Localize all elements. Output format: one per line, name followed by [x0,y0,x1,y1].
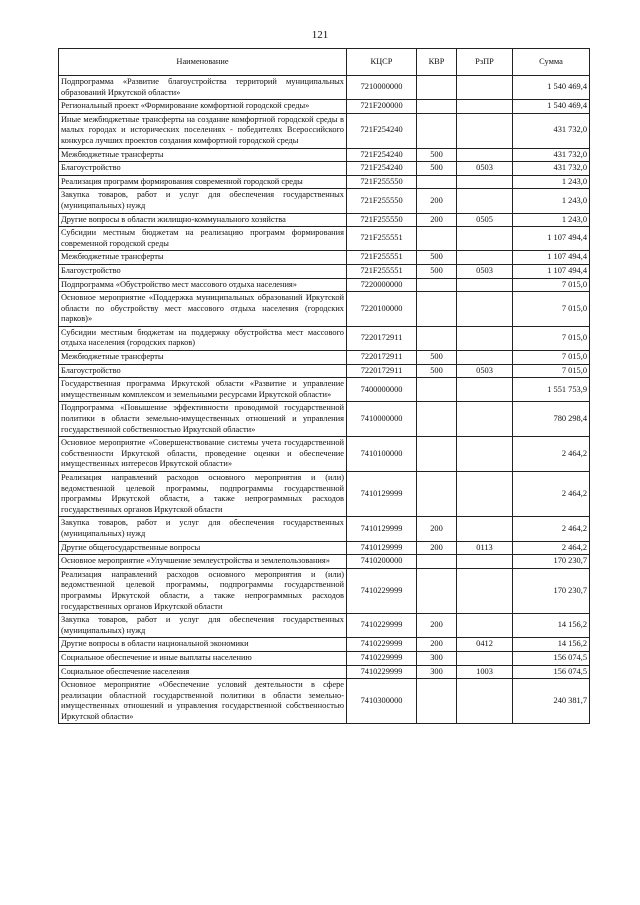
cell-kvr: 200 [417,213,457,227]
cell-kcsr: 7220172911 [347,351,417,365]
cell-sum: 431 732,0 [513,162,590,176]
cell-sum: 2 464,2 [513,541,590,555]
header-rzpr: РзПР [457,49,513,76]
cell-kvr [417,100,457,114]
cell-rzpr [457,651,513,665]
table-row [59,292,590,327]
cell-name: Иные межбюджетные трансферты на создание комфортной городской среды в малых городах и исторических поселениях - победителях Всероссийского конкурса лучших проектов создания комфортной городской среды [59,113,347,148]
cell-rzpr [457,614,513,638]
cell-rzpr [457,378,513,402]
cell-kcsr: 7410100000 [347,437,417,472]
table-row [59,437,590,472]
cell-kvr [417,555,457,569]
cell-kvr: 500 [417,264,457,278]
cell-name: Государственная программа Иркутской области «Развитие и управление имущественным комплексом и земельными ресурсами Иркутской области» [59,378,347,402]
cell-kcsr: 721F254240 [347,162,417,176]
header-kcsr: КЦСР [347,49,417,76]
cell-name: Подпрограмма «Развитие благоустройства территорий муниципальных образований Иркутской области» [59,76,347,100]
table-row [59,213,590,227]
cell-rzpr [457,679,513,724]
budget-table [58,48,590,724]
cell-kvr: 500 [417,148,457,162]
table-row [59,472,590,517]
cell-kcsr: 7220172911 [347,364,417,378]
cell-kcsr: 721F255551 [347,251,417,265]
cell-name: Основное мероприятие «Совершенствование системы учета государственной собственности Иркутской области, проведение оценки и обеспечение имущественных интересов Иркутской области» [59,437,347,472]
cell-name: Субсидии местным бюджетам на реализацию программ формирования современной городской среды [59,227,347,251]
cell-name: Реализация программ формирования современной городской среды [59,175,347,189]
cell-kcsr: 7410129999 [347,541,417,555]
cell-name: Основное мероприятие «Улучшение землеустройства и землепользования» [59,555,347,569]
cell-name: Основное мероприятие «Обеспечение условий деятельности в сфере реализации областной государственной политики в области земельно-имущественных отношений и управления государственной собственностью Иркутской области» [59,679,347,724]
cell-kvr: 200 [417,541,457,555]
cell-kvr [417,227,457,251]
cell-sum: 1 243,0 [513,175,590,189]
cell-name: Закупка товаров, работ и услуг для обеспечения государственных (муниципальных) нужд [59,614,347,638]
cell-sum: 7 015,0 [513,326,590,350]
table-row [59,364,590,378]
cell-name: Закупка товаров, работ и услуг для обеспечения государственных (муниципальных) нужд [59,517,347,541]
table-header-row [59,49,590,76]
cell-sum: 431 732,0 [513,113,590,148]
cell-sum: 1 243,0 [513,213,590,227]
cell-kvr [417,113,457,148]
cell-kvr: 200 [417,517,457,541]
cell-kvr [417,679,457,724]
cell-kcsr: 7210000000 [347,76,417,100]
table-row [59,264,590,278]
table-row [59,665,590,679]
cell-kvr [417,292,457,327]
table-row [59,351,590,365]
table-row [59,76,590,100]
table-row [59,402,590,437]
cell-name: Закупка товаров, работ и услуг для обеспечения государственных (муниципальных) нужд [59,189,347,213]
cell-kvr [417,278,457,292]
cell-name: Межбюджетные трансферты [59,351,347,365]
table-row [59,638,590,652]
cell-sum: 7 015,0 [513,364,590,378]
cell-rzpr [457,517,513,541]
header-name: Наименование [59,49,347,76]
cell-sum: 1 107 494,4 [513,227,590,251]
cell-kcsr: 7220100000 [347,292,417,327]
cell-kvr: 500 [417,351,457,365]
cell-name: Благоустройство [59,264,347,278]
cell-kvr: 500 [417,251,457,265]
cell-rzpr [457,278,513,292]
cell-name: Подпрограмма «Обустройство мест массового отдыха населения» [59,278,347,292]
table-row [59,251,590,265]
cell-kvr: 200 [417,614,457,638]
cell-kcsr: 721F200000 [347,100,417,114]
cell-sum: 780 298,4 [513,402,590,437]
cell-sum: 2 464,2 [513,517,590,541]
cell-rzpr [457,251,513,265]
cell-sum: 170 230,7 [513,568,590,613]
cell-sum: 1 540 469,4 [513,76,590,100]
cell-rzpr [457,100,513,114]
cell-rzpr [457,437,513,472]
cell-name: Региональный проект «Формирование комфортной городской среды» [59,100,347,114]
cell-kcsr: 7410229999 [347,651,417,665]
cell-kvr [417,472,457,517]
cell-rzpr [457,351,513,365]
cell-sum: 7 015,0 [513,278,590,292]
cell-kvr: 300 [417,665,457,679]
cell-name: Основное мероприятие «Поддержка муниципальных образований Иркутской области по обустройству мест массового отдыха населения (городских парков)» [59,292,347,327]
header-sum: Сумма [513,49,590,76]
table-row [59,378,590,402]
cell-kcsr: 7410129999 [347,517,417,541]
table-row [59,679,590,724]
cell-kvr [417,378,457,402]
cell-kvr [417,437,457,472]
cell-rzpr: 0503 [457,264,513,278]
cell-kcsr: 721F255550 [347,175,417,189]
cell-sum: 2 464,2 [513,437,590,472]
cell-kvr [417,326,457,350]
cell-sum: 1 107 494,4 [513,264,590,278]
cell-name: Другие вопросы в области жилищно-коммунального хозяйства [59,213,347,227]
table-row [59,614,590,638]
cell-kcsr: 721F254240 [347,113,417,148]
cell-sum: 1 551 753,9 [513,378,590,402]
cell-name: Социальное обеспечение и иные выплаты населению [59,651,347,665]
cell-kvr [417,175,457,189]
table-row [59,651,590,665]
cell-name: Благоустройство [59,364,347,378]
cell-kcsr: 721F255551 [347,264,417,278]
cell-kcsr: 7410229999 [347,614,417,638]
cell-kcsr: 7400000000 [347,378,417,402]
cell-kcsr: 7410000000 [347,402,417,437]
cell-name: Подпрограмма «Повышение эффективности проводимой государственной политики в области земельно-имущественных отношений и управления государственной собственностью Иркутской области» [59,402,347,437]
table-row [59,113,590,148]
table-row [59,162,590,176]
cell-sum: 2 464,2 [513,472,590,517]
cell-name: Другие вопросы в области национальной экономики [59,638,347,652]
table-row [59,278,590,292]
cell-kvr: 500 [417,162,457,176]
cell-rzpr [457,76,513,100]
cell-rzpr [457,227,513,251]
cell-rzpr [457,555,513,569]
cell-rzpr [457,175,513,189]
cell-name: Субсидии местным бюджетам на поддержку обустройства мест массового отдыха населения (городских парков) [59,326,347,350]
cell-rzpr [457,326,513,350]
cell-rzpr: 0113 [457,541,513,555]
cell-rzpr [457,113,513,148]
cell-name: Межбюджетные трансферты [59,148,347,162]
cell-rzpr: 0503 [457,162,513,176]
cell-rzpr [457,292,513,327]
cell-kvr: 200 [417,189,457,213]
cell-name: Реализация направлений расходов основного мероприятия и (или) ведомственной целевой программы, подпрограммы государственной программы Иркутской области, а также непрограммных расходов государственных органов Иркутской области [59,568,347,613]
table-row [59,517,590,541]
cell-sum: 156 074,5 [513,665,590,679]
table-row [59,555,590,569]
cell-name: Социальное обеспечение населения [59,665,347,679]
cell-name: Межбюджетные трансферты [59,251,347,265]
cell-kcsr: 7410200000 [347,555,417,569]
cell-kvr [417,568,457,613]
table-row [59,189,590,213]
cell-sum: 7 015,0 [513,351,590,365]
table-row [59,100,590,114]
table-row [59,227,590,251]
cell-kcsr: 7410129999 [347,472,417,517]
cell-kcsr: 7410300000 [347,679,417,724]
cell-rzpr [457,189,513,213]
cell-name: Другие общегосударственные вопросы [59,541,347,555]
table-row [59,568,590,613]
cell-kcsr: 721F255550 [347,213,417,227]
cell-sum: 1 243,0 [513,189,590,213]
table-row [59,175,590,189]
cell-kcsr: 721F254240 [347,148,417,162]
cell-kcsr: 7410229999 [347,638,417,652]
cell-sum: 1 540 469,4 [513,100,590,114]
cell-kvr [417,76,457,100]
cell-kvr: 200 [417,638,457,652]
cell-kvr: 300 [417,651,457,665]
cell-sum: 431 732,0 [513,148,590,162]
cell-rzpr [457,472,513,517]
cell-rzpr [457,568,513,613]
cell-rzpr: 0503 [457,364,513,378]
table-body [59,76,590,724]
cell-kcsr: 7410229999 [347,665,417,679]
cell-rzpr [457,148,513,162]
cell-kvr: 500 [417,364,457,378]
cell-sum: 1 107 494,4 [513,251,590,265]
cell-kvr [417,402,457,437]
cell-name: Реализация направлений расходов основного мероприятия и (или) ведомственной целевой программы, подпрограммы государственной программы Иркутской области, а также непрограммных расходов государственных органов Иркутской области [59,472,347,517]
page-number: 121 [311,29,329,41]
header-kvr: КВР [417,49,457,76]
cell-kcsr: 7220172911 [347,326,417,350]
cell-sum: 14 156,2 [513,614,590,638]
cell-sum: 14 156,2 [513,638,590,652]
cell-sum: 7 015,0 [513,292,590,327]
cell-rzpr: 1003 [457,665,513,679]
cell-kcsr: 721F255551 [347,227,417,251]
cell-rzpr [457,402,513,437]
table-row [59,541,590,555]
table-row [59,148,590,162]
table-row [59,326,590,350]
cell-sum: 156 074,5 [513,651,590,665]
cell-kcsr: 721F255550 [347,189,417,213]
cell-sum: 170 230,7 [513,555,590,569]
cell-sum: 240 381,7 [513,679,590,724]
cell-rzpr: 0412 [457,638,513,652]
cell-name: Благоустройство [59,162,347,176]
cell-kcsr: 7220000000 [347,278,417,292]
cell-rzpr: 0505 [457,213,513,227]
cell-kcsr: 7410229999 [347,568,417,613]
